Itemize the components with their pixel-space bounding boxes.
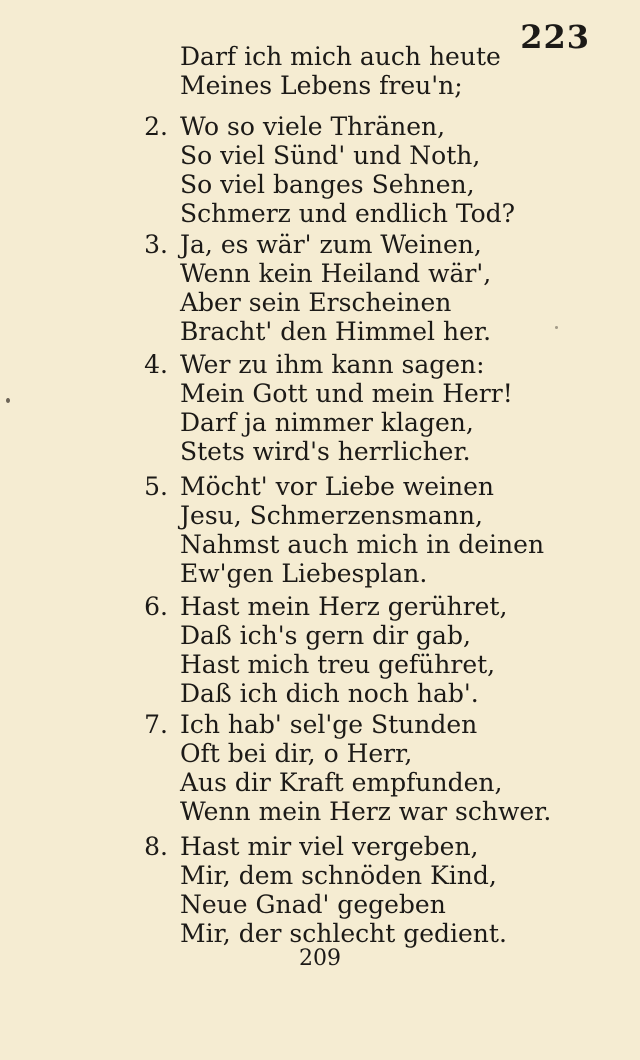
verse-line: Schmerz und endlich Tod?	[180, 199, 516, 228]
verse-line: Neue Gnad' gegeben	[180, 890, 446, 919]
verse-line: Hast mir viel vergeben,	[180, 832, 479, 861]
stanza-number: 5.	[144, 472, 168, 501]
verse-line: Mir, der schlecht gedient.	[180, 919, 507, 948]
verse-line: Darf ich mich auch heute	[180, 42, 501, 71]
stanza-number: 2.	[144, 112, 168, 141]
verse-line: Wenn kein Heiland wär',	[180, 259, 492, 288]
verse-line: Stets wird's herrlicher.	[180, 437, 471, 466]
page-number-top: 223	[520, 18, 590, 56]
intro-lines	[180, 42, 501, 100]
verse-line: Nahmst auch mich in deinen	[180, 530, 545, 559]
verse-line: Wenn mein Herz war schwer.	[180, 797, 552, 826]
verse-line: Mein Gott und mein Herr!	[180, 379, 513, 408]
stanza-number: 3.	[144, 230, 168, 259]
verse-line: Aber sein Erscheinen	[180, 288, 452, 317]
verse-line: Wo so viele Thränen,	[180, 112, 446, 141]
page-number-bottom: 209	[299, 946, 341, 971]
verse-line: Hast mein Herz gerühret,	[180, 592, 508, 621]
verse-line: Mir, dem schnöden Kind,	[180, 861, 497, 890]
verse-line: Meines Lebens freu'n;	[180, 71, 463, 100]
verse-line: Wer zu ihm kann sagen:	[180, 350, 485, 379]
verse-line: So viel banges Sehnen,	[180, 170, 475, 199]
verse-line: Hast mich treu geführet,	[180, 650, 496, 679]
verse-line: Daß ich dich noch hab'.	[180, 679, 479, 708]
verse-line: Aus dir Kraft empfunden,	[180, 768, 503, 797]
paper-speck	[6, 398, 10, 403]
stanza-number: 4.	[144, 350, 168, 379]
verse-line: Jesu, Schmerzensmann,	[180, 501, 483, 530]
verse-line: So viel Sünd' und Noth,	[180, 141, 481, 170]
stanza-number: 8.	[144, 832, 168, 861]
verse-line: Oft bei dir, o Herr,	[180, 739, 413, 768]
verse-line: Bracht' den Himmel her.	[180, 317, 492, 346]
verse-line: Ja, es wär' zum Weinen,	[180, 230, 482, 259]
paper-speck	[555, 326, 558, 329]
verse-line: Darf ja nimmer klagen,	[180, 408, 474, 437]
verse-line: Daß ich's gern dir gab,	[180, 621, 471, 650]
stanza-number: 7.	[144, 710, 168, 739]
verse-line: Möcht' vor Liebe weinen	[180, 472, 495, 501]
verse-line: Ich hab' sel'ge Stunden	[180, 710, 478, 739]
stanza-number: 6.	[144, 592, 168, 621]
verse-line: Ew'gen Liebesplan.	[180, 559, 428, 588]
